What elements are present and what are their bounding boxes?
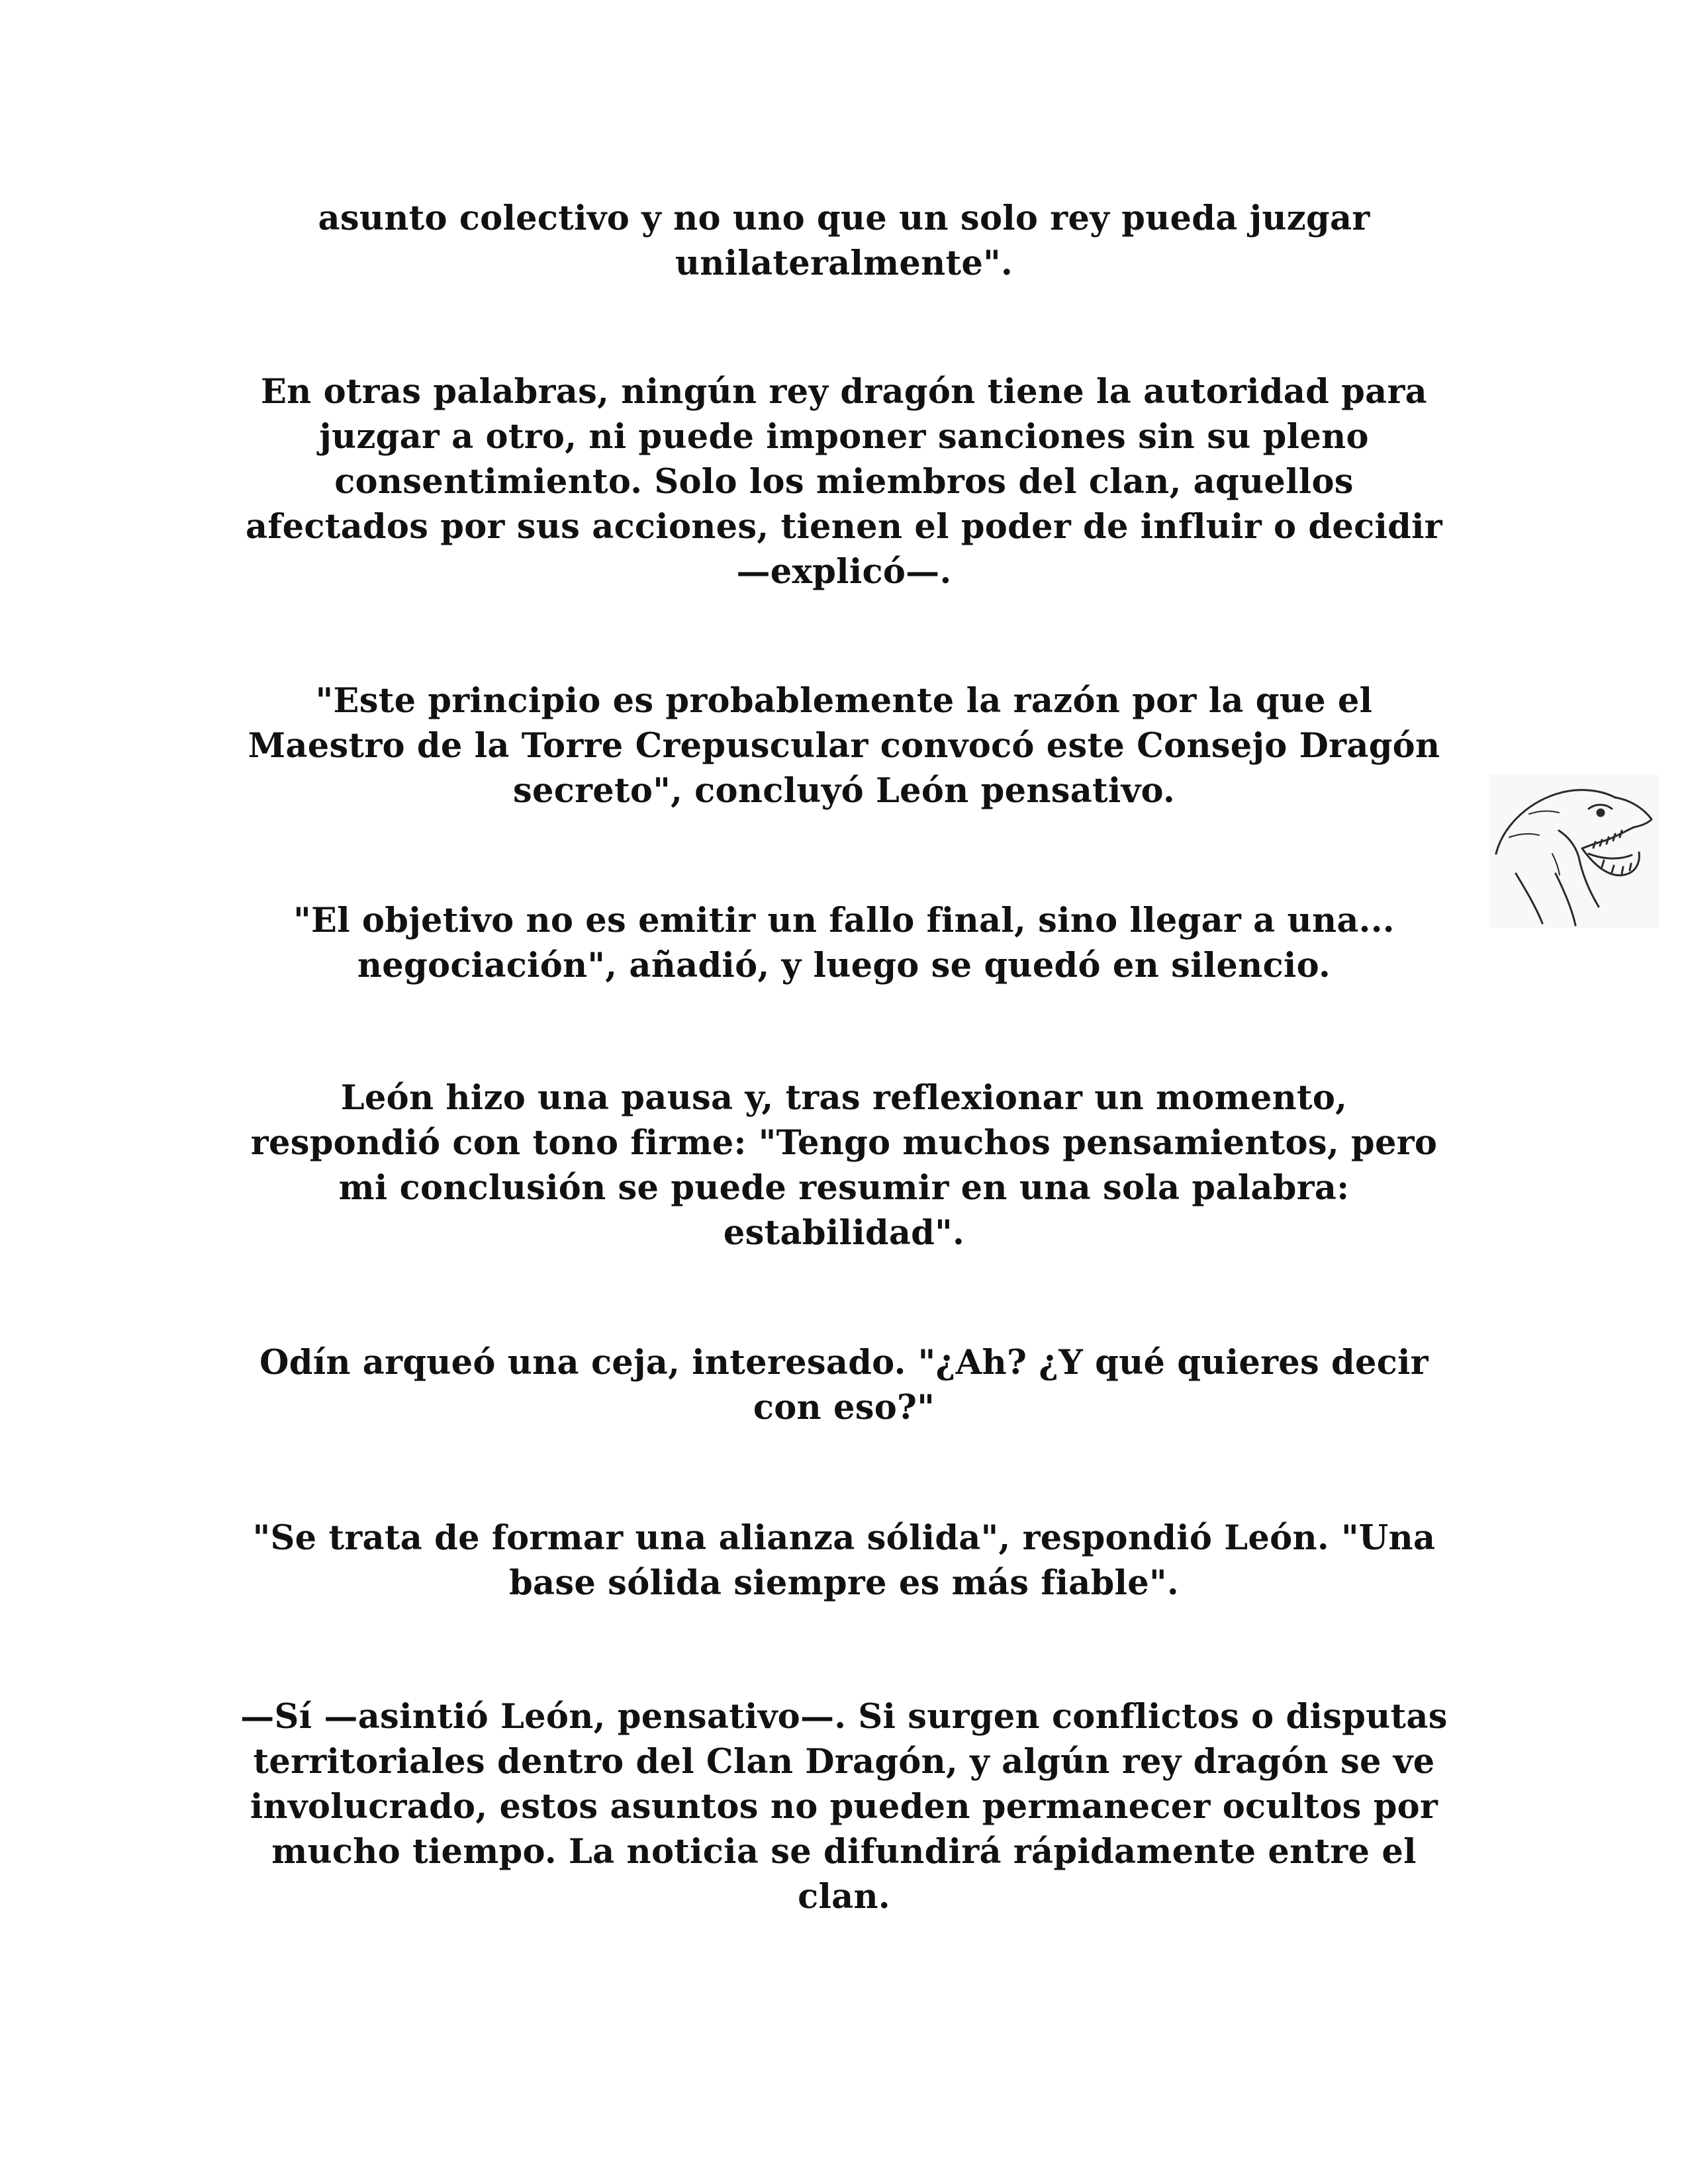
paragraph-2: En otras palabras, ningún rey dragón tiene la autoridad para juzgar a otro, ni puede imponer sanciones sin su pleno consentimiento. Solo los miembros del clan, aquellos afectados por sus acciones, tienen el poder de influir o decidir —explicó—.: [246, 372, 1442, 592]
paragraph-8: —Sí —asintió León, pensativo—. Si surgen conflictos o disputas territoriales dentro del Clan Dragón, y algún rey dragón se ve involucrado, estos asuntos no pueden permanecer ocultos por mucho tiempo. La noticia se difundirá rápidamente entre el clan.: [240, 1697, 1448, 1917]
paragraph-5: León hizo una pausa y, tras reflexionar un momento, respondió con tono firme: "Tengo muchos pensamientos, pero mi conclusión se puede resumir en una sola palabra: estabilidad".: [250, 1078, 1438, 1253]
paragraph-7: "Se trata de formar una alianza sólida", respondió León. "Una base sólida siempre es más fiable".: [252, 1518, 1436, 1603]
paragraph-1: asunto colectivo y no uno que un solo rey pueda juzgar unilateralmente".: [318, 199, 1370, 283]
paragraph-6: Odín arqueó una ceja, interesado. "¿Ah? ¿Y qué quieres decir con eso?": [259, 1343, 1429, 1428]
paragraph-3: "Este principio es probablemente la razón por la que el Maestro de la Torre Crepuscular convocó este Consejo Dragón secreto", concluyó León pensativo.: [248, 681, 1440, 811]
paragraph-4: "El objetivo no es emitir un fallo final, sino llegar a una... negociación", añadió, y luego se quedó en silencio.: [293, 901, 1395, 985]
dragon-head-sketch-icon: [1489, 774, 1659, 928]
